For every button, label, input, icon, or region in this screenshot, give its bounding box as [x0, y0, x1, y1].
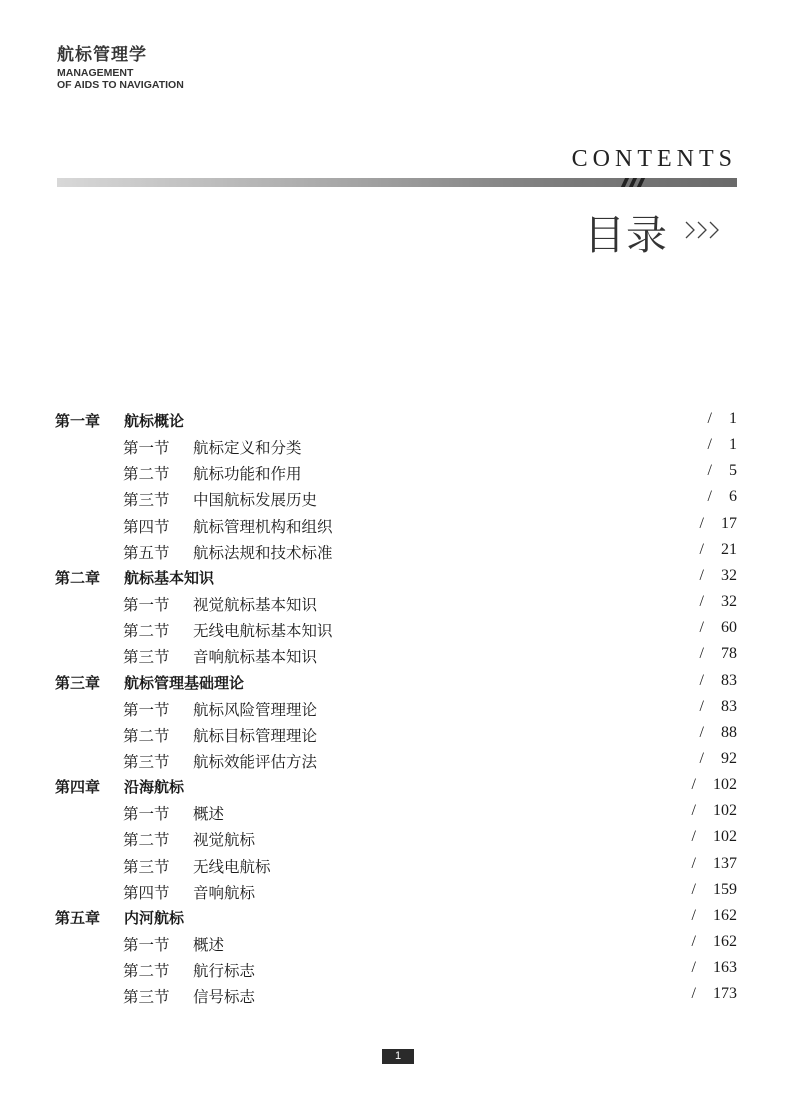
toc-separator: /: [699, 723, 704, 741]
toc-label: 第三节: [123, 752, 170, 771]
toc-page-number: 137: [713, 854, 737, 872]
toc-chapter-row[interactable]: [0, 907, 790, 933]
toc-title: 音响航标基本知识: [193, 648, 318, 667]
toc-section-row[interactable]: [0, 881, 790, 907]
toc-label: 第二节: [123, 962, 170, 981]
toc-title: 航标目标管理理论: [193, 726, 318, 745]
toc-page-number: 102: [713, 776, 737, 794]
toc-chapter-row[interactable]: [0, 567, 790, 593]
header-band: [57, 178, 737, 187]
toc-section-row[interactable]: [0, 436, 790, 462]
toc-title: 中国航标发展历史: [193, 491, 318, 510]
toc-chapter-row[interactable]: [0, 776, 790, 802]
toc-label: 第三章: [55, 673, 101, 692]
toc-title: 概述: [193, 805, 225, 824]
toc-page-number: 32: [721, 593, 737, 611]
toc-section-row[interactable]: [0, 855, 790, 881]
toc-section-row[interactable]: [0, 488, 790, 514]
toc-section-row[interactable]: [0, 750, 790, 776]
toc-page-number: 5: [729, 462, 737, 480]
toc-separator: /: [699, 645, 704, 663]
toc-label: 第二节: [123, 465, 170, 484]
toc-title: 航标法规和技术标准: [193, 543, 333, 562]
toc-separator: /: [699, 566, 704, 584]
toc-title: 信号标志: [193, 988, 256, 1007]
toc-title: 航标管理机构和组织: [193, 517, 333, 536]
chevrons-right-icon: [684, 218, 724, 242]
toc-page-number: 1: [729, 436, 737, 454]
toc-separator: /: [691, 828, 696, 846]
book-subtitle: [57, 67, 184, 91]
toc-separator: /: [699, 619, 704, 637]
toc-title: 视觉航标: [193, 831, 256, 850]
toc-chapter-row[interactable]: [0, 672, 790, 698]
toc-page-number: 78: [721, 645, 737, 663]
toc-section-row[interactable]: [0, 802, 790, 828]
toc-label: 第二节: [123, 622, 170, 641]
toc-title: 无线电航标基本知识: [193, 622, 333, 641]
toc-label: 第二章: [55, 568, 101, 587]
toc-label: 第一节: [123, 805, 170, 824]
toc-label: 第三节: [123, 988, 170, 1007]
toc-label: 第一节: [123, 700, 170, 719]
toc-label: 第一节: [123, 596, 170, 615]
toc-section-row[interactable]: [0, 515, 790, 541]
toc-separator: /: [691, 906, 696, 924]
toc-title: 视觉航标基本知识: [193, 596, 318, 615]
book-subtitle-line2: OF AIDS TO NAVIGATION: [57, 79, 184, 91]
toc-separator: /: [699, 540, 704, 558]
toc-page-number: 102: [713, 828, 737, 846]
toc-page-number: 162: [713, 933, 737, 950]
toc-separator: /: [691, 880, 696, 898]
toc-title: 航标风险管理理论: [193, 700, 318, 719]
toc-label: 第一章: [55, 412, 101, 430]
toc-separator: /: [707, 436, 712, 454]
toc-label: 第一节: [123, 439, 170, 458]
toc-separator: /: [699, 514, 704, 532]
toc-label: 第五节: [123, 543, 170, 562]
contents-heading: CONTENTS: [571, 146, 737, 172]
toc-page-number: 159: [713, 880, 737, 898]
toc-page-number: 163: [713, 959, 737, 977]
toc-separator: /: [691, 985, 696, 1003]
toc-separator: /: [707, 462, 712, 480]
band-stripe-mark: [629, 178, 637, 187]
toc-label: 第二节: [123, 726, 170, 745]
toc-section-row[interactable]: [0, 985, 790, 1011]
toc-separator: /: [699, 671, 704, 689]
page-number: 1: [382, 1049, 414, 1064]
toc-separator: /: [691, 933, 696, 950]
toc-page-number: 173: [713, 985, 737, 1003]
band-stripe-mark: [621, 178, 629, 187]
toc-separator: /: [691, 802, 696, 820]
toc-title: 航行标志: [193, 962, 256, 981]
toc-separator: /: [691, 776, 696, 794]
toc-label: 第三节: [123, 491, 170, 510]
toc-page-number: 92: [721, 749, 737, 767]
toc-title: 航标功能和作用: [193, 465, 302, 484]
toc-page-number: 162: [713, 906, 737, 924]
toc-title: 音响航标: [193, 883, 256, 902]
toc-section-row[interactable]: [0, 645, 790, 671]
toc-page-number: 17: [721, 514, 737, 532]
toc-section-row[interactable]: [0, 933, 790, 959]
toc-section-row[interactable]: [0, 541, 790, 567]
toc-page-number: 88: [721, 723, 737, 741]
toc-page-number: 83: [721, 671, 737, 689]
toc-title: 航标效能评估方法: [193, 752, 318, 771]
toc-page-number: 32: [721, 566, 737, 584]
book-subtitle-line1: MANAGEMENT: [57, 67, 134, 79]
toc-section-row[interactable]: [0, 828, 790, 854]
band-stripe-mark: [637, 178, 645, 187]
toc-title: 航标管理基础理论: [124, 673, 245, 692]
book-title: 航标管理学: [57, 45, 147, 65]
toc-page-number: 83: [721, 697, 737, 715]
toc-label: 第四章: [55, 778, 101, 797]
toc-label: 第一节: [123, 936, 170, 954]
toc-section-row[interactable]: [0, 462, 790, 488]
toc-section-row[interactable]: [0, 593, 790, 619]
toc-label: 第三节: [123, 648, 170, 667]
toc-label: 第二节: [123, 831, 170, 850]
toc-separator: /: [699, 697, 704, 715]
toc-title: 航标定义和分类: [193, 439, 302, 458]
toc-page-number: 1: [729, 410, 737, 427]
toc-separator: /: [691, 854, 696, 872]
toc-page-number: 21: [721, 540, 737, 558]
toc-separator: /: [699, 593, 704, 611]
toc-page-number: 6: [729, 488, 737, 506]
toc-section-row[interactable]: [0, 698, 790, 724]
toc-separator: /: [707, 488, 712, 506]
toc-label: 第五章: [55, 908, 101, 927]
toc-separator: /: [691, 959, 696, 977]
toc-section-row[interactable]: [0, 724, 790, 750]
toc-page-number: 102: [713, 802, 737, 820]
toc-section-row[interactable]: [0, 959, 790, 985]
toc-page-number: 60: [721, 619, 737, 637]
toc-separator: /: [707, 410, 712, 427]
toc-label: 第三节: [123, 857, 170, 876]
mulu-heading: 目录: [584, 211, 668, 259]
toc-label: 第四节: [123, 517, 170, 536]
toc-title: 内河航标: [124, 908, 185, 927]
toc-title: 无线电航标: [193, 857, 271, 876]
toc-section-row[interactable]: [0, 619, 790, 645]
toc-chapter-row[interactable]: [0, 410, 790, 436]
toc-title: 航标基本知识: [124, 568, 215, 587]
toc-title: 航标概论: [124, 412, 185, 430]
toc-label: 第四节: [123, 883, 170, 902]
toc-title: 概述: [193, 936, 225, 954]
toc-title: 沿海航标: [124, 778, 185, 797]
toc-separator: /: [699, 749, 704, 767]
